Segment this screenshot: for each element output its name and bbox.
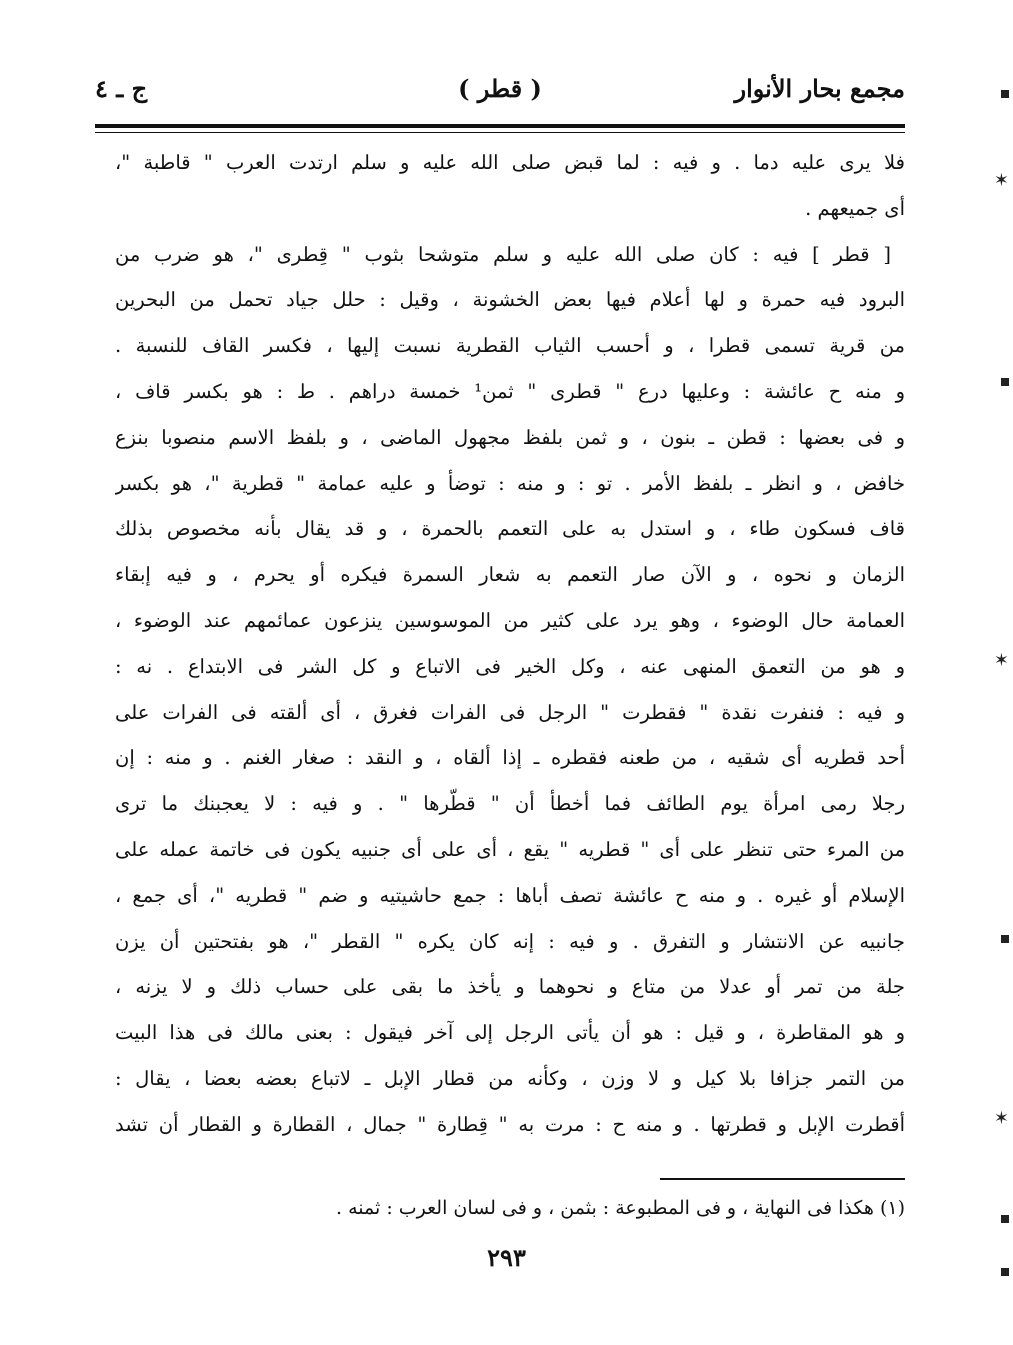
text-line: و فيه : فنفرت نقدة " فقطرت " الرجل فى الفرات فغرق ، أى ألقته فى الفرات على bbox=[115, 700, 905, 724]
text-line: رجلا رمى امرأة يوم الطائف فما أخطأ أن " قطّرها " . و فيه : لا يعجبنك ما ترى bbox=[115, 792, 905, 816]
text-line: أحد قطريه أى شقيه ، من طعنه فقطره ـ إذا ألقاه ، و النقد : صغار الغنم . و منه : إن bbox=[115, 746, 905, 770]
text-line: و هو من التعمق المنهى عنه ، وكل الخير فى الاتباع و كل الشر فى الابتداع . نه : bbox=[115, 654, 905, 678]
text-line: و منه ح عائشة : وعليها درع " قطرى " ثمن¹ خمسة دراهم . ط : هو بكسر قاف ، bbox=[115, 379, 905, 403]
text-line: جلة من تمر أو عدلا من متاع و نحوهما و يأخذ ما بقى على حساب ذلك و لا يزنه ، bbox=[115, 975, 905, 999]
text-line: [ قطر ] فيه : كان صلى الله عليه و سلم متوشحا بثوب " قِطرى "، هو ضرب من bbox=[115, 242, 891, 266]
running-header bbox=[95, 66, 905, 116]
text-line: الإسلام أو غيره . و منه ح عائشة تصف أباها : جمع حاشيتيه و ضم " قطريه "، أى جمع ، bbox=[115, 883, 905, 907]
scan-speck bbox=[1001, 1215, 1009, 1223]
scan-speck bbox=[1001, 90, 1009, 98]
text-line: جانبيه عن الانتشار و التفرق . و فيه : إنه كان يكره " القطر "، هو بفتحتين أن يزن bbox=[115, 929, 905, 953]
text-line: الزمان و نحوه ، و الآن صار التعمم به شعار السمرة فيكره أو يحرم ، و فيه إبقاء bbox=[115, 563, 905, 587]
header-rule-thick bbox=[95, 124, 905, 128]
binding-mark-icon: ✶ bbox=[993, 650, 1009, 671]
binding-mark-icon: ✶ bbox=[993, 170, 1009, 191]
scan-speck bbox=[1001, 935, 1009, 943]
text-line: من المرء حتى تنظر على أى " قطريه " يقع ، أى على أى جنبيه يكون فى خاتمة عمله على bbox=[115, 837, 905, 861]
page-number: ٢٩٣ bbox=[487, 1243, 526, 1272]
text-line: فلا يرى عليه دما . و فيه : لما قبض صلى الله عليه و سلم ارتدت العرب " قاطبة "، bbox=[115, 151, 905, 174]
text-line: و هو المقاطرة ، و قيل : هو أن يأتى الرجل إلى آخر فيقول : بعنى مالك فى هذا البيت bbox=[115, 1021, 905, 1045]
text-line: العمامة حال الوضوء ، وهو يرد على كثير من الموسوسين ينزعون عمائمهم عند الوضوء ، bbox=[115, 608, 905, 632]
text-line: خافض ، و انظر ـ بلفظ الأمر . تو : و منه : توضأ و عليه عمامة " قطرية "، هو بكسر bbox=[115, 471, 905, 495]
footnote: (١) هكذا فى النهاية ، و فى المطبوعة : بثمن ، و فى لسان العرب : ثمنه . bbox=[336, 1197, 905, 1219]
scan-speck bbox=[1001, 1268, 1009, 1276]
text-line: من قرية تسمى قطرا ، و أحسب الثياب القطرية نسبت إليها ، فكسر القاف للنسبة . bbox=[115, 334, 905, 358]
footnote-rule bbox=[660, 1178, 905, 1180]
scan-speck bbox=[1001, 378, 1009, 386]
text-line: قاف فسكون طاء ، و استدل به على التعمم بالحمرة ، و قد يقال بأنه مخصوص بذلك bbox=[115, 517, 905, 541]
text-line: البرود فيه حمرة و لها أعلام فيها بعض الخشونة ، وقيل : حلل جياد تحمل من البحرين bbox=[115, 288, 905, 312]
header-rule-thin bbox=[95, 132, 905, 133]
text-line: أقطرت الإبل و قطرتها . و منه ح : مرت به " قِطارة " جمال ، القطارة و القطار أن تشد bbox=[115, 1112, 905, 1136]
text-line: أى جميعهم . bbox=[805, 196, 905, 220]
main-text bbox=[115, 140, 905, 1148]
text-line: من التمر جزافا بلا كيل و لا وزن ، وكأنه من قطار الإبل ـ لاتباع بعضه بعضا ، يقال : bbox=[115, 1066, 905, 1090]
volume-number: ج ـ ٤ bbox=[95, 74, 148, 103]
binding-mark-icon: ✶ bbox=[993, 1108, 1009, 1129]
book-title: مجمع بحار الأنوار bbox=[734, 74, 905, 103]
entry-word: ( قطر ) bbox=[458, 74, 542, 103]
text-line: و فى بعضها : قطن ـ بنون ، و ثمن بلفظ مجهول الماضى ، و بلفظ الاسم منصوبا بنزع bbox=[115, 425, 905, 449]
